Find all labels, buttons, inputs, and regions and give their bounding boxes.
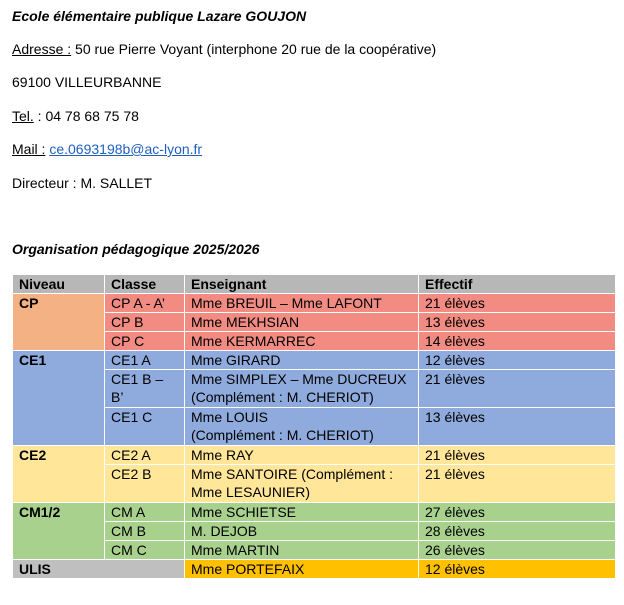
teacher-cell: Mme MARTIN <box>185 541 419 560</box>
mail-line <box>12 140 202 158</box>
header-classe: Classe <box>105 275 185 294</box>
address-label: Adresse : <box>12 41 72 57</box>
class-cell: CE1 B – B’ <box>105 370 185 408</box>
teacher-cell <box>185 370 419 408</box>
count-cell: 21 élèves <box>419 465 616 503</box>
tel-line <box>12 107 139 125</box>
table-header-row <box>13 275 616 294</box>
mail-link[interactable]: ce.0693198b@ac-lyon.fr <box>49 141 203 157</box>
teacher-cell: Mme MEKHSIAN <box>185 313 419 332</box>
teacher-cell: Mme PORTEFAIX <box>185 560 419 579</box>
address-value: 50 rue Pierre Voyant (interphone 20 rue de la coopérative) <box>71 41 437 57</box>
teacher-name: Mme SIMPLEX – Mme DUCREUX <box>191 371 407 387</box>
header-niveau: Niveau <box>13 275 105 294</box>
teacher-cell <box>185 408 419 446</box>
count-cell: 21 élèves <box>419 446 616 465</box>
class-cell: CM A <box>105 503 185 522</box>
count-cell: 12 élèves <box>419 560 616 579</box>
header-effectif: Effectif <box>419 275 616 294</box>
teacher-cell: Mme RAY <box>185 446 419 465</box>
tel-label: Tel. <box>12 108 34 124</box>
count-cell: 27 élèves <box>419 503 616 522</box>
organisation-title: Organisation pédagogique 2025/2026 <box>12 241 260 257</box>
count-cell: 21 élèves <box>419 370 616 408</box>
teacher-name: Mme SANTOIRE (Complément : <box>191 466 394 482</box>
class-cell: CP B <box>105 313 185 332</box>
teacher-cell: Mme GIRARD <box>185 351 419 370</box>
level-cell: CE1 <box>13 351 105 446</box>
city-line: 69100 VILLEURBANNE <box>12 74 162 90</box>
teacher-complement: (Complément : M. CHERIOT) <box>191 427 374 443</box>
level-cell: ULIS <box>13 560 185 579</box>
level-cell: CM1/2 <box>13 503 105 560</box>
table-row <box>13 351 616 370</box>
table-row <box>13 503 616 522</box>
mail-label: Mail : <box>12 141 46 157</box>
table-row <box>13 446 616 465</box>
school-name: Ecole élémentaire publique Lazare GOUJON <box>12 8 307 24</box>
organisation-table <box>12 274 616 579</box>
address-line <box>12 40 436 58</box>
count-cell: 12 élèves <box>419 351 616 370</box>
count-cell: 26 élèves <box>419 541 616 560</box>
teacher-cell: Mme KERMARREC <box>185 332 419 351</box>
teacher-name: Mme LOUIS <box>191 409 269 425</box>
teacher-cell: Mme BREUIL – Mme LAFONT <box>185 294 419 313</box>
count-cell: 21 élèves <box>419 294 616 313</box>
count-cell: 28 élèves <box>419 522 616 541</box>
class-cell: CE1 C <box>105 408 185 446</box>
class-cell: CP A - A’ <box>105 294 185 313</box>
tel-value: : 04 78 68 75 78 <box>33 108 139 124</box>
teacher-cell: Mme SCHIETSE <box>185 503 419 522</box>
class-cell: CP C <box>105 332 185 351</box>
count-cell: 13 élèves <box>419 408 616 446</box>
count-cell: 14 élèves <box>419 332 616 351</box>
teacher-complement: (Complément : M. CHERIOT) <box>191 389 374 405</box>
table-row <box>13 560 616 579</box>
level-cell: CE2 <box>13 446 105 503</box>
class-cell: CE1 A <box>105 351 185 370</box>
teacher-cell: M. DEJOB <box>185 522 419 541</box>
class-cell: CE2 B <box>105 465 185 503</box>
class-cell: CM B <box>105 522 185 541</box>
table-row <box>13 294 616 313</box>
level-cell: CP <box>13 294 105 351</box>
class-cell: CM C <box>105 541 185 560</box>
director-line: Directeur : M. SALLET <box>12 175 153 191</box>
count-cell: 13 élèves <box>419 313 616 332</box>
class-cell: CE2 A <box>105 446 185 465</box>
teacher-cell <box>185 465 419 503</box>
header-enseignant: Enseignant <box>185 275 419 294</box>
teacher-complement: Mme LESAUNIER) <box>191 484 311 500</box>
